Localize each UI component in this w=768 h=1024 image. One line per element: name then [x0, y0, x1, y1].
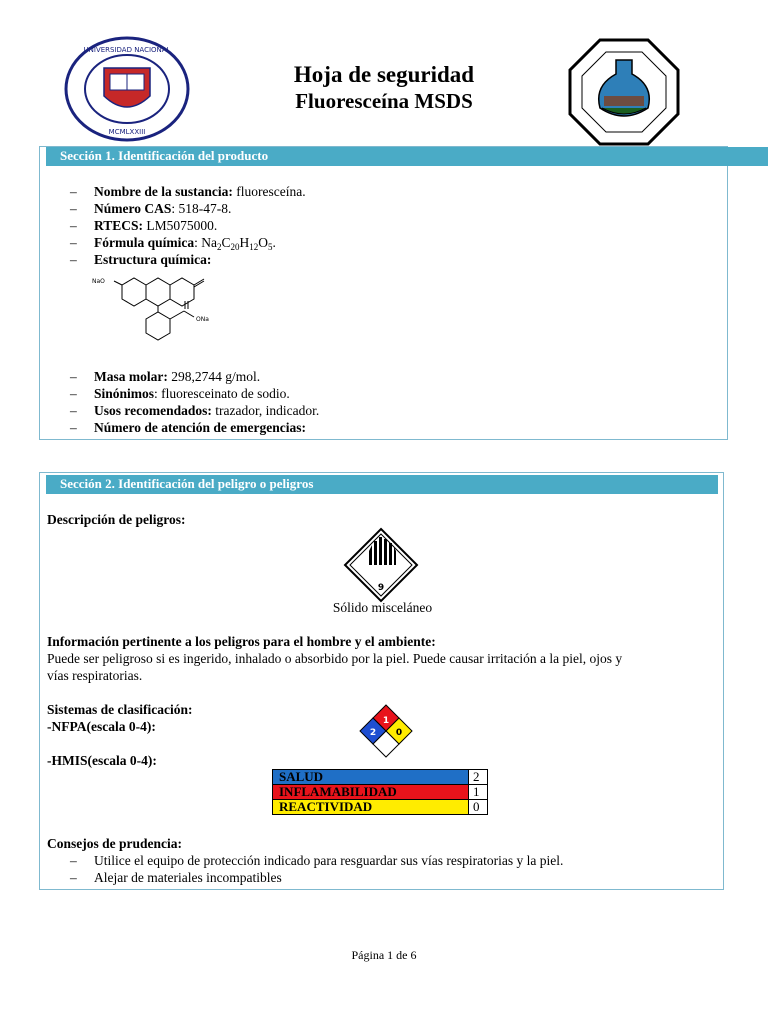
list-item: [70, 419, 319, 436]
list-item: [70, 200, 306, 217]
table-row: [273, 770, 488, 785]
hmis-name: REACTIVIDAD: [273, 800, 469, 815]
nfpa-health-value: 2: [369, 728, 377, 738]
structure-label-ona: ONa: [196, 316, 209, 323]
nfpa-label: -NFPA(escala 0-4):: [47, 719, 156, 734]
table-row: [273, 785, 488, 800]
table-row: [273, 800, 488, 815]
universidad-nacional-logo: [64, 36, 190, 142]
document-subtitle: Fluoresceína MSDS: [295, 89, 473, 113]
document-title: Hoja de seguridad: [293, 62, 475, 87]
item-label: Sinónimos: [94, 386, 155, 401]
item-value: fluoresceína.: [232, 184, 306, 199]
advice-label: Consejos de prudencia:: [47, 836, 183, 851]
list-item: [70, 183, 306, 200]
info-text-line-2: vías respiratorias.: [47, 668, 143, 683]
systems-label: Sistemas de clasificación:: [47, 702, 193, 717]
list-item: [70, 402, 319, 419]
item-label: Fórmula química: [94, 235, 195, 250]
section-1-list: [70, 183, 306, 268]
list-item: – Alejar de materiales incompatibles: [70, 869, 563, 886]
item-value: LM5075000.: [143, 218, 218, 233]
item-value: 298,2744 g/mol.: [167, 369, 261, 384]
nfpa-fire-value: 1: [382, 716, 390, 726]
section-1-list-2: [70, 368, 319, 436]
svg-text:UNIVERSIDAD NACIONAL: UNIVERSIDAD NACIONAL: [83, 46, 171, 54]
item-label: Número de atención de emergencias:: [94, 420, 306, 435]
escuela-quimica-logo: [568, 38, 680, 146]
placard-number: 9: [377, 583, 385, 593]
item-value: trazador, indicador.: [211, 403, 320, 418]
document-title-block: [200, 62, 568, 114]
item-label: Nombre de la sustancia:: [94, 184, 233, 199]
info-text-line-1: Puede ser peligroso si es ingerido, inhalado o absorbido por la piel. Puede causar irritación a la piel, ojos y: [47, 651, 623, 666]
item-value: : 518-47-8.: [171, 201, 232, 216]
item-label: Masa molar:: [94, 369, 168, 384]
item-label: RTECS:: [94, 218, 144, 233]
nfpa-reactivity-value: 0: [395, 728, 403, 738]
hmis-value: 2: [469, 770, 488, 785]
hmis-value: 0: [469, 800, 488, 815]
advice-list: [70, 852, 563, 886]
svg-text:MCMLXXIII: MCMLXXIII: [108, 128, 146, 136]
section-2-box: [39, 472, 724, 890]
section-1-heading: Sección 1. Identificación del producto: [46, 147, 768, 166]
hmis-value: 1: [469, 785, 488, 800]
item-label: Usos recomendados:: [94, 403, 212, 418]
chemical-structure-diagram: [92, 275, 272, 359]
formula-item: [70, 234, 306, 251]
page-number: Página 1 de 6: [351, 948, 417, 962]
list-item: [70, 368, 319, 385]
list-item: – Utilice el equipo de protección indicado para resguardar sus vías respiratorias y la piel.: [70, 852, 563, 869]
section-2-heading: Sección 2. Identificación del peligro o peligros: [46, 475, 718, 494]
nfpa-diamond: [358, 703, 414, 759]
list-item: [70, 217, 306, 234]
list-item: [70, 251, 306, 268]
class-9-placard-icon: [343, 527, 419, 603]
item-label: Número CAS: [94, 201, 172, 216]
formula-value: : $Na_2C_{20}H_{12}O_5$.: [194, 235, 276, 252]
hazard-description-label: Descripción de peligros:: [47, 512, 186, 527]
info-label: Información pertinente a los peligros para el hombre y el ambiente:: [47, 634, 436, 649]
placard-caption: Sólido misceláneo: [332, 600, 433, 615]
item-label: Estructura química:: [94, 252, 212, 267]
hmis-name: INFLAMABILIDAD: [273, 785, 469, 800]
structure-label-nao: NaO: [92, 278, 105, 285]
hmis-table: [272, 769, 488, 815]
hmis-label: -HMIS(escala 0-4):: [47, 753, 157, 768]
item-value: : fluoresceinato de sodio.: [154, 386, 290, 401]
list-item: [70, 385, 319, 402]
hmis-name: SALUD: [273, 770, 469, 785]
section-1-box: [39, 146, 728, 440]
